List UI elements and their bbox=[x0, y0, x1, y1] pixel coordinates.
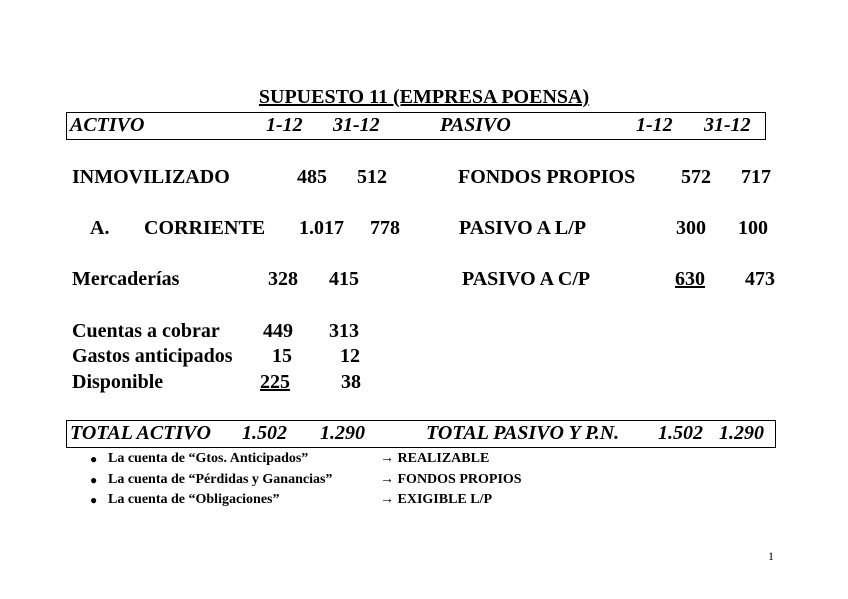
cuentas-cobrar-v1: 449 bbox=[263, 320, 293, 342]
pasivo-cp-label: PASIVO A C/P bbox=[462, 268, 591, 290]
total-pasivo-v1: 1.502 bbox=[658, 422, 703, 444]
pasivo-cp-v1: 630 bbox=[675, 268, 705, 290]
corriente-v1: 1.017 bbox=[299, 217, 344, 239]
cuentas-cobrar-label: Cuentas a cobrar bbox=[72, 320, 220, 342]
corriente-prefix: A. bbox=[90, 217, 110, 239]
inmovilizado-v2: 512 bbox=[357, 166, 387, 188]
fondos-propios-label: FONDOS PROPIOS bbox=[458, 166, 636, 188]
corriente-v2: 778 bbox=[370, 217, 400, 239]
gastos-anticipados-label: Gastos anticipados bbox=[72, 345, 233, 367]
fondos-propios-v2: 717 bbox=[741, 166, 771, 188]
note-2-text: La cuenta de “Pérdidas y Ganancias” bbox=[108, 472, 333, 487]
pasivo-lp-label: PASIVO A L/P bbox=[459, 217, 587, 239]
disponible-v1: 225 bbox=[260, 371, 290, 393]
total-activo-label: TOTAL ACTIVO bbox=[70, 422, 211, 444]
fondos-propios-v1: 572 bbox=[681, 166, 711, 188]
mercaderias-label: Mercaderías bbox=[72, 268, 180, 290]
total-pasivo-v2: 1.290 bbox=[719, 422, 764, 444]
note-3-result: → EXIGIBLE L/P bbox=[380, 492, 493, 507]
inmovilizado-v1: 485 bbox=[297, 166, 327, 188]
gastos-anticipados-v1: 15 bbox=[272, 345, 292, 367]
header-pasivo-col2: 31-12 bbox=[704, 114, 751, 136]
page-number: 1 bbox=[768, 549, 774, 563]
total-activo-v1: 1.502 bbox=[242, 422, 287, 444]
disponible-values bbox=[260, 371, 361, 394]
note-bullet: ● bbox=[90, 493, 98, 507]
inmovilizado-label: INMOVILIZADO bbox=[72, 166, 230, 188]
corriente-label: CORRIENTE bbox=[144, 217, 266, 239]
header-pasivo: PASIVO bbox=[440, 114, 511, 136]
total-activo-v2: 1.290 bbox=[320, 422, 365, 444]
pasivo-cp-values bbox=[675, 268, 775, 291]
header-pasivo-col1: 1-12 bbox=[636, 114, 673, 136]
disponible-v2: 38 bbox=[341, 371, 361, 393]
mercaderias-v1: 328 bbox=[268, 268, 298, 290]
note-1-text: La cuenta de “Gtos. Anticipados” bbox=[108, 451, 309, 466]
pasivo-cp-v2: 473 bbox=[745, 268, 775, 290]
pasivo-lp-v2: 100 bbox=[738, 217, 768, 239]
mercaderias-v2: 415 bbox=[329, 268, 359, 290]
note-1-result: → REALIZABLE bbox=[380, 451, 490, 466]
gastos-anticipados-v2: 12 bbox=[340, 345, 360, 367]
page-title: SUPUESTO 11 (EMPRESA POENSA) bbox=[258, 86, 590, 108]
header-activo-col1: 1-12 bbox=[266, 114, 303, 136]
note-bullet: ● bbox=[90, 452, 98, 466]
note-3-text: La cuenta de “Obligaciones” bbox=[108, 492, 280, 507]
pasivo-lp-v1: 300 bbox=[676, 217, 706, 239]
header-activo-col2: 31-12 bbox=[333, 114, 380, 136]
disponible-label: Disponible bbox=[72, 371, 164, 393]
cuentas-cobrar-v2: 313 bbox=[329, 320, 359, 342]
header-activo: ACTIVO bbox=[70, 114, 145, 136]
total-pasivo-label: TOTAL PASIVO Y P.N. bbox=[426, 422, 620, 444]
note-bullet: ● bbox=[90, 473, 98, 487]
note-2-result: → FONDOS PROPIOS bbox=[380, 472, 522, 487]
